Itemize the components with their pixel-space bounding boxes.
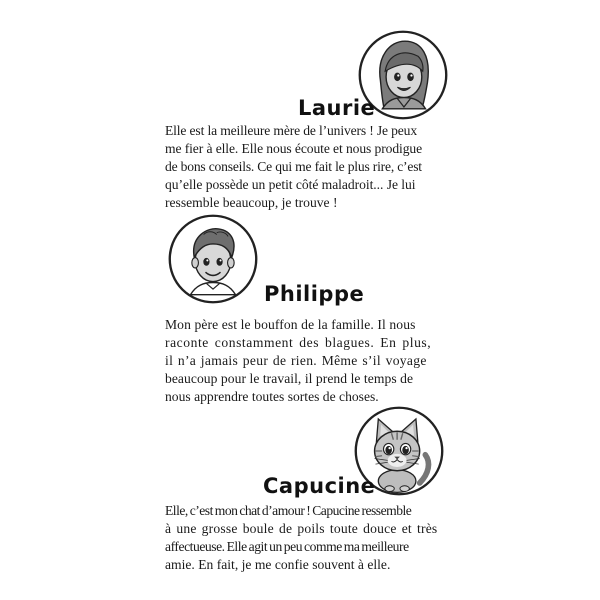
description-line: Mon père est le bouffon de la famille. Il nous (165, 317, 416, 332)
description-line: beaucoup pour le travail, il prend le temps de (165, 371, 414, 386)
character-description-capucine (165, 502, 449, 574)
description-line: raconte constamment des blagues. En plus, (165, 335, 432, 350)
description-line: il n’a jamais peur de rien. Même s’il voyage (165, 353, 427, 368)
description-line: à une grosse boule de poils toute douce et très (165, 521, 438, 536)
description-line: me fier à elle. Elle nous écoute et nous prodigue (165, 141, 423, 156)
description-line: affectueuse. Elle agit un peu comme ma meilleure (165, 539, 409, 554)
character-description-philippe (165, 316, 449, 406)
character-description-laurie (165, 122, 449, 212)
description-line: Elle est la meilleure mère de l’univers ! Je peux (165, 123, 417, 138)
man-portrait-icon (166, 212, 260, 306)
philippe-portrait (166, 212, 260, 306)
character-name-philippe: Philippe (264, 282, 365, 306)
character-name-capucine: Capucine (263, 474, 376, 498)
description-line: qu’elle possède un petit côté maladroit... Je lui (165, 177, 416, 192)
description-line: nous apprendre toutes sortes de choses. (165, 389, 379, 404)
description-line: ressemble beaucoup, je trouve ! (165, 195, 338, 210)
description-line: Elle, c’est mon chat d’amour ! Capucine ressemble (165, 503, 412, 518)
description-line: amie. En fait, je me confie souvent à elle. (165, 557, 391, 572)
character-name-laurie: Laurie (298, 96, 376, 120)
description-line: de bons conseils. Ce qui me fait le plus rire, c’est (165, 159, 422, 174)
